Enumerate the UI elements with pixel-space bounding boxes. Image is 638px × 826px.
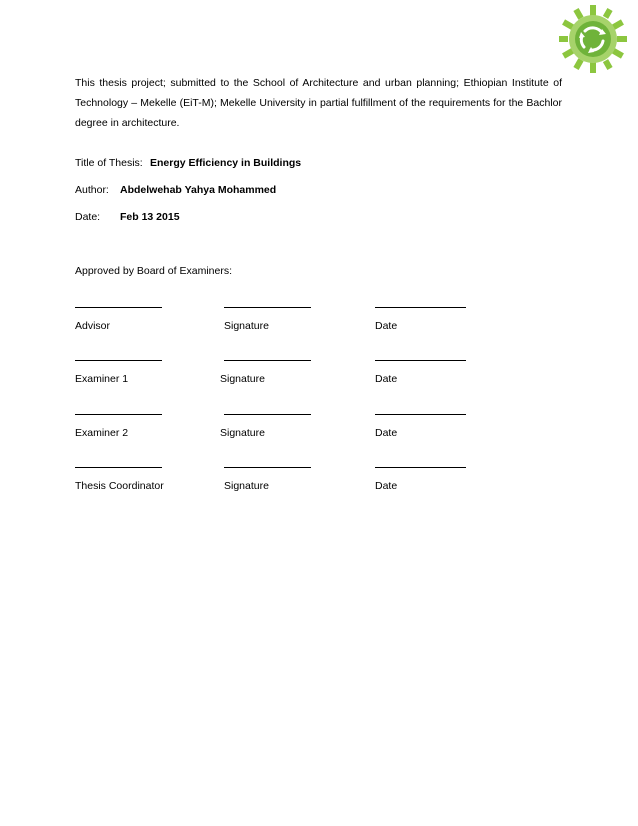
signature-label-row [0, 320, 638, 336]
role-label: Examiner 1 [75, 373, 129, 385]
role-label: Examiner 2 [75, 427, 129, 439]
signature-label: Signature [220, 427, 265, 439]
date-column-label: Date [375, 480, 398, 492]
signature-label: Signature [220, 373, 265, 385]
thesis-title-field [75, 157, 301, 169]
role-signature-line [75, 295, 162, 308]
date-value: Feb 13 2015 [120, 211, 180, 223]
date-column-label: Date [375, 427, 398, 439]
signature-line-row [0, 455, 638, 471]
thesis-title-value: Energy Efficiency in Buildings [150, 157, 302, 169]
date-field [75, 211, 180, 223]
signature-line [224, 348, 311, 361]
author-label: Author: [75, 184, 109, 196]
signature-label-row [0, 427, 638, 443]
date-column-label: Date [375, 320, 398, 332]
signature-label-row [0, 480, 638, 496]
date-column-label: Date [375, 373, 398, 385]
role-signature-line [75, 402, 162, 415]
signature-line [224, 455, 311, 468]
signature-line-row [0, 402, 638, 418]
signature-line-row [0, 348, 638, 364]
approved-by-heading: Approved by Board of Examiners: [75, 265, 232, 277]
role-label: Thesis Coordinator [75, 480, 164, 492]
date-signature-line [375, 295, 466, 308]
signature-label-row [0, 373, 638, 389]
recycle-logo-icon [556, 2, 630, 76]
signature-label: Signature [224, 320, 269, 332]
role-label: Advisor [75, 320, 111, 332]
author-field [75, 184, 276, 196]
signature-line [224, 295, 311, 308]
date-signature-line [375, 402, 466, 415]
date-signature-line [375, 455, 466, 468]
role-signature-line [75, 348, 162, 361]
date-label: Date: [75, 211, 101, 223]
thesis-title-label: Title of Thesis: [75, 157, 143, 169]
author-value: Abdelwehab Yahya Mohammed [120, 184, 277, 196]
date-signature-line [375, 348, 466, 361]
thesis-statement: This thesis project; submitted to the School of Architecture and urban planning; Ethiopian Institute of Technology – Mekelle (EiT-M); Mekelle University in partial fulfillment of the requirements for the Bachlor degree in architecture. [75, 77, 562, 129]
signature-label: Signature [224, 480, 269, 492]
signature-line-row [0, 295, 638, 311]
signature-line [224, 402, 311, 415]
role-signature-line [75, 455, 162, 468]
